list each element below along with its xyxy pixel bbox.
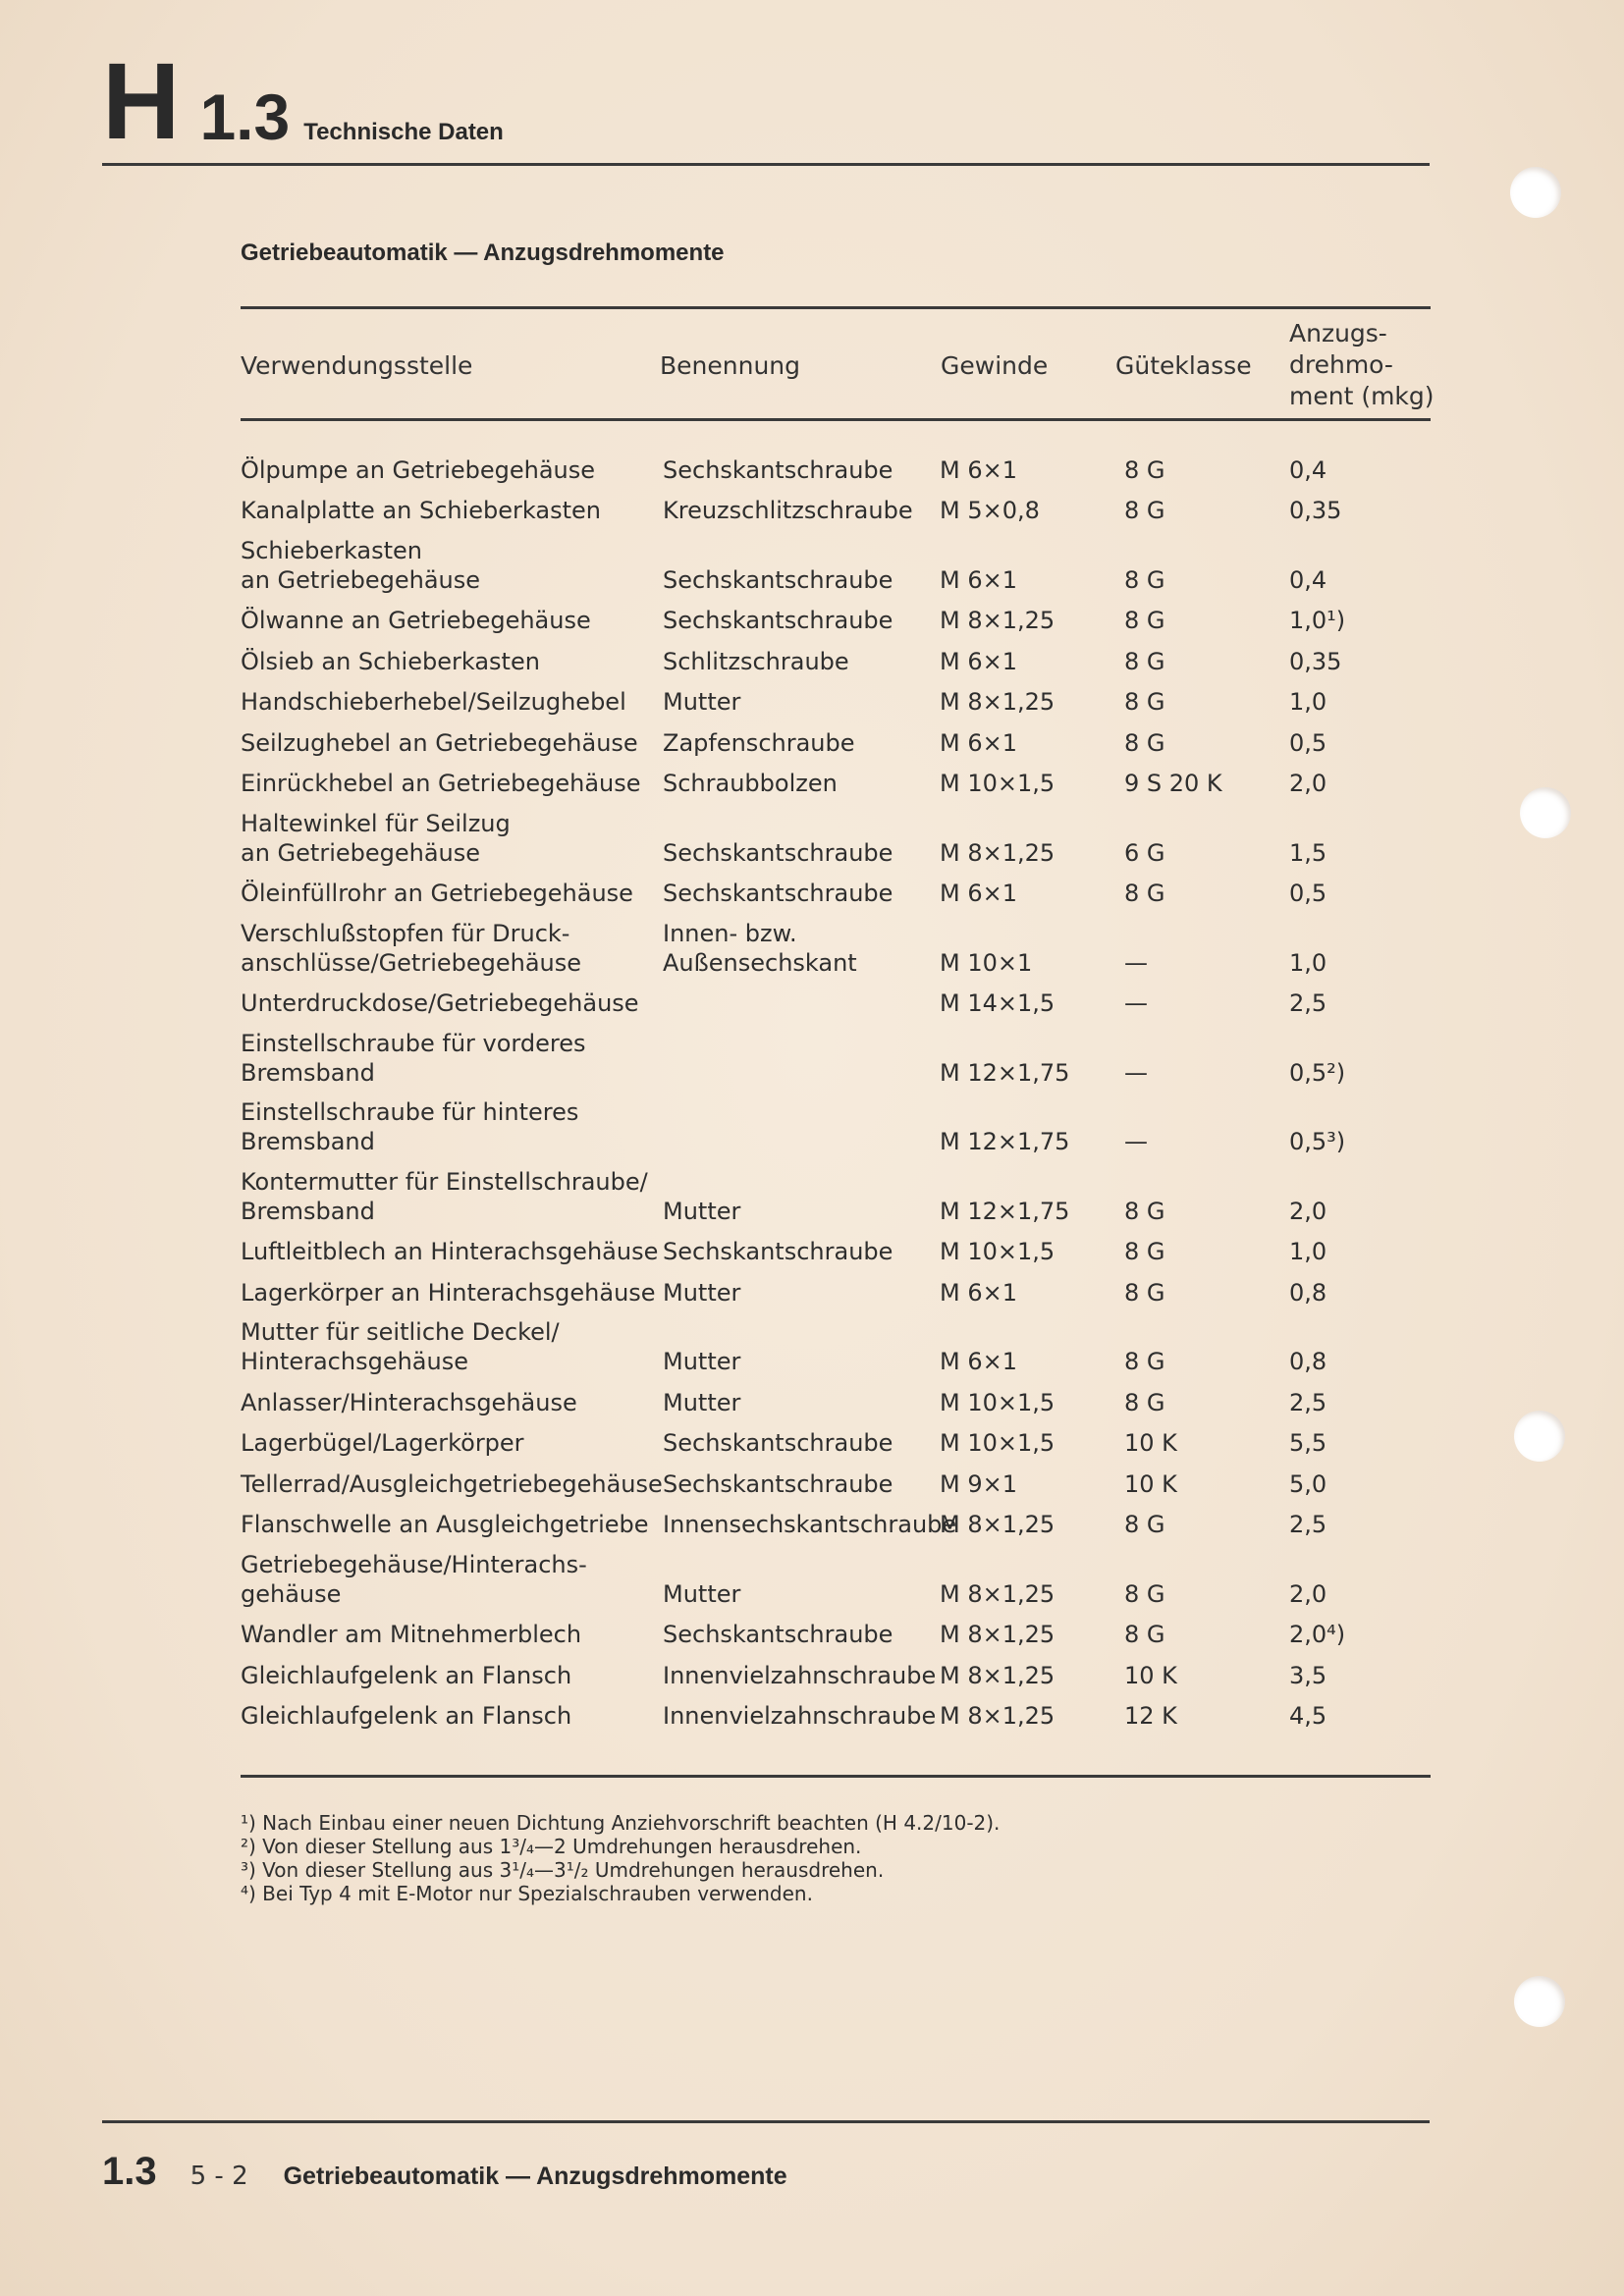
row-gewinde: M 8×1,25: [940, 607, 1056, 634]
footnotes: [241, 1811, 1000, 1905]
row-gewinde: M 6×1: [940, 728, 1017, 757]
row-anzugsdrehmoment: 1,0: [1289, 1238, 1327, 1265]
row-gewinde: M 12×1,75: [940, 1058, 1070, 1087]
row-benennung: Sechskantschraube: [663, 607, 893, 634]
row-verwendungsstelle: Einstellschraube für hinteres Bremsband: [241, 1098, 579, 1155]
row-anzugsdrehmoment: 0,4: [1289, 565, 1327, 594]
row-benennung: Sechskantschraube: [663, 455, 893, 484]
row-guteklasse: 8 G: [1124, 1238, 1165, 1265]
table-row: [241, 1458, 1429, 1499]
row-gewinde: M 8×1,25: [940, 1702, 1056, 1730]
row-anzugsdrehmoment: 5,0: [1289, 1469, 1327, 1498]
row-anzugsdrehmoment: 2,5: [1289, 1388, 1327, 1416]
header-title: Technische Daten: [303, 119, 504, 145]
table-bottom-rule: [241, 1775, 1431, 1778]
table-row: [241, 908, 1429, 978]
header-letter: H: [102, 41, 179, 162]
row-guteklasse: 8 G: [1124, 1511, 1165, 1538]
row-guteklasse: —: [1124, 1128, 1148, 1155]
footer-number: 1.3: [102, 2150, 157, 2193]
row-gewinde: M 6×1: [940, 647, 1017, 675]
row-gewinde: M 8×1,25: [940, 1579, 1056, 1608]
table-row: [241, 978, 1429, 1019]
table-row: [241, 485, 1429, 526]
row-gewinde: M 9×1: [940, 1469, 1017, 1498]
row-benennung: Sechskantschraube: [663, 1621, 893, 1648]
section-header: [102, 41, 504, 162]
row-verwendungsstelle: Öleinfüllrohr an Getriebegehäuse: [241, 880, 633, 907]
row-verwendungsstelle: Kontermutter für Einstellschraube/ Bremsband: [241, 1167, 648, 1225]
table-row: [241, 758, 1429, 799]
row-guteklasse: 8 G: [1124, 1579, 1165, 1608]
row-anzugsdrehmoment: 2,5: [1289, 989, 1327, 1017]
row-benennung: Sechskantschraube: [663, 838, 893, 867]
row-verwendungsstelle: Luftleitblech an Hinterachsgehäuse: [241, 1238, 659, 1265]
table-row: [241, 1539, 1429, 1609]
row-anzugsdrehmoment: 0,5: [1289, 728, 1327, 757]
column-header-anzugsdrehmoment: Anzugs- drehmo- ment (mkg): [1289, 319, 1435, 410]
row-benennung: Mutter: [663, 1197, 741, 1225]
page-footer: [102, 2150, 787, 2194]
row-guteklasse: 8 G: [1124, 1621, 1165, 1648]
row-gewinde: M 6×1: [940, 455, 1017, 484]
row-verwendungsstelle: Lagerkörper an Hinterachsgehäuse: [241, 1278, 656, 1307]
row-verwendungsstelle: Ölpumpe an Getriebegehäuse: [241, 455, 596, 484]
row-verwendungsstelle: Seilzughebel an Getriebegehäuse: [241, 728, 638, 757]
row-gewinde: M 8×1,25: [940, 1661, 1056, 1689]
column-header-verwendungsstelle: Verwendungsstelle: [241, 351, 473, 380]
row-verwendungsstelle: Wandler am Mitnehmerblech: [241, 1621, 582, 1648]
row-guteklasse: 8 G: [1124, 497, 1165, 524]
row-benennung: Innen- bzw. Außensechskant: [663, 919, 857, 977]
row-benennung: Mutter: [663, 1579, 741, 1608]
table-top-rule: [241, 306, 1431, 309]
row-verwendungsstelle: Handschieberhebel/Seilzughebel: [241, 688, 626, 716]
row-anzugsdrehmoment: 3,5: [1289, 1661, 1327, 1689]
row-guteklasse: 8 G: [1124, 647, 1165, 675]
table-row: [241, 444, 1429, 485]
row-gewinde: M 10×1: [940, 948, 1033, 977]
row-verwendungsstelle: Unterdruckdose/Getriebegehäuse: [241, 989, 639, 1017]
table-row: [241, 635, 1429, 676]
row-guteklasse: 8 G: [1124, 728, 1165, 757]
footnote: ²) Von dieser Stellung aus 1³/₄—2 Umdrehungen herausdrehen.: [241, 1835, 862, 1858]
row-verwendungsstelle: Flanschwelle an Ausgleichgetriebe: [241, 1511, 649, 1538]
table-row: [241, 1690, 1429, 1732]
row-verwendungsstelle: Getriebegehäuse/Hinterachs- gehäuse: [241, 1550, 587, 1608]
table-row: [241, 1156, 1429, 1226]
table-row: [241, 1266, 1429, 1308]
row-benennung: Mutter: [663, 1278, 741, 1307]
row-verwendungsstelle: Ölwanne an Getriebegehäuse: [241, 607, 591, 634]
row-guteklasse: 8 G: [1124, 565, 1165, 594]
row-gewinde: M 10×1,5: [940, 1238, 1056, 1265]
row-guteklasse: 12 K: [1124, 1702, 1177, 1730]
column-header-benennung: Benennung: [660, 351, 801, 380]
row-benennung: Zapfenschraube: [663, 728, 855, 757]
footer-title: Getriebeautomatik — Anzugsdrehmomente: [283, 2163, 787, 2190]
row-anzugsdrehmoment: 1,0: [1289, 948, 1327, 977]
row-verwendungsstelle: Gleichlaufgelenk an Flansch: [241, 1702, 572, 1730]
row-benennung: Innenvielzahnschraube: [663, 1661, 937, 1689]
row-guteklasse: —: [1124, 1058, 1148, 1087]
row-benennung: Schraubbolzen: [663, 770, 838, 797]
punch-hole: [1510, 167, 1561, 218]
table-row: [241, 1649, 1429, 1690]
row-anzugsdrehmoment: 1,0¹): [1289, 607, 1346, 634]
punch-hole: [1520, 787, 1571, 838]
row-anzugsdrehmoment: 0,5²): [1289, 1058, 1346, 1087]
row-guteklasse: 8 G: [1124, 455, 1165, 484]
row-verwendungsstelle: Haltewinkel für Seilzug an Getriebegehäuse: [241, 809, 511, 867]
footer-rule: [102, 2120, 1430, 2123]
row-anzugsdrehmoment: 0,5³): [1289, 1128, 1346, 1155]
row-verwendungsstelle: Tellerrad/Ausgleichgetriebegehäuse: [241, 1469, 663, 1498]
row-guteklasse: —: [1124, 948, 1148, 977]
table-row: [241, 1499, 1429, 1540]
row-anzugsdrehmoment: 0,8: [1289, 1278, 1327, 1307]
row-gewinde: M 12×1,75: [940, 1128, 1070, 1155]
row-gewinde: M 5×0,8: [940, 497, 1040, 524]
section-title: Getriebeautomatik — Anzugsdrehmomente: [241, 240, 725, 266]
row-verwendungsstelle: Einstellschraube für vorderes Bremsband: [241, 1029, 586, 1087]
row-gewinde: M 6×1: [940, 880, 1017, 907]
row-guteklasse: 10 K: [1124, 1429, 1177, 1457]
footer-page-number: 5 - 2: [189, 2162, 248, 2191]
table-row: [241, 525, 1429, 595]
table-row: [241, 1226, 1429, 1267]
row-anzugsdrehmoment: 5,5: [1289, 1429, 1327, 1457]
row-verwendungsstelle: Anlasser/Hinterachsgehäuse: [241, 1388, 577, 1416]
row-verwendungsstelle: Verschlußstopfen für Druck- anschlüsse/Getriebegehäuse: [241, 919, 582, 977]
row-benennung: Mutter: [663, 1348, 741, 1375]
row-guteklasse: 10 K: [1124, 1469, 1177, 1498]
table-row: [241, 868, 1429, 909]
footnote: ¹) Nach Einbau einer neuen Dichtung Anziehvorschrift beachten (H 4.2/10-2).: [241, 1811, 1001, 1835]
row-gewinde: M 10×1,5: [940, 770, 1056, 797]
row-gewinde: M 14×1,5: [940, 989, 1056, 1017]
row-anzugsdrehmoment: 0,35: [1289, 647, 1342, 675]
row-anzugsdrehmoment: 0,5: [1289, 880, 1327, 907]
table-row: [241, 1417, 1429, 1459]
row-benennung: Sechskantschraube: [663, 1238, 893, 1265]
row-benennung: Sechskantschraube: [663, 565, 893, 594]
row-benennung: Sechskantschraube: [663, 1429, 893, 1457]
row-anzugsdrehmoment: 4,5: [1289, 1702, 1327, 1730]
table-row: [241, 1308, 1429, 1377]
row-anzugsdrehmoment: 2,0⁴): [1289, 1621, 1346, 1648]
table-header-rule: [241, 418, 1431, 421]
row-gewinde: M 6×1: [940, 1348, 1017, 1375]
row-anzugsdrehmoment: 2,0: [1289, 1579, 1327, 1608]
row-benennung: Mutter: [663, 688, 741, 716]
punch-hole: [1514, 1411, 1565, 1462]
table-row: [241, 1018, 1429, 1088]
row-benennung: Kreuzschlitzschraube: [663, 497, 913, 524]
row-anzugsdrehmoment: 0,35: [1289, 497, 1342, 524]
row-gewinde: M 8×1,25: [940, 1621, 1056, 1648]
row-gewinde: M 6×1: [940, 1278, 1017, 1307]
row-benennung: Schlitzschraube: [663, 647, 849, 675]
row-gewinde: M 8×1,25: [940, 838, 1056, 867]
row-verwendungsstelle: Ölsieb an Schieberkasten: [241, 647, 540, 675]
row-anzugsdrehmoment: 2,5: [1289, 1511, 1327, 1538]
row-anzugsdrehmoment: 1,5: [1289, 838, 1327, 867]
row-verwendungsstelle: Mutter für seitliche Deckel/ Hinterachsgehäuse: [241, 1318, 560, 1375]
header-rule: [102, 163, 1430, 166]
row-anzugsdrehmoment: 0,4: [1289, 455, 1327, 484]
row-guteklasse: 8 G: [1124, 1197, 1165, 1225]
row-guteklasse: —: [1124, 989, 1148, 1017]
table-row: [241, 595, 1429, 636]
footnote: ³) Von dieser Stellung aus 3¹/₄—3¹/₂ Umdrehungen herausdrehen.: [241, 1858, 885, 1882]
row-guteklasse: 8 G: [1124, 1388, 1165, 1416]
row-guteklasse: 8 G: [1124, 880, 1165, 907]
row-guteklasse: 9 S 20 K: [1124, 770, 1222, 797]
punch-hole: [1514, 1976, 1565, 2027]
row-gewinde: M 10×1,5: [940, 1388, 1056, 1416]
row-gewinde: M 10×1,5: [940, 1429, 1056, 1457]
row-benennung: Sechskantschraube: [663, 1469, 893, 1498]
table-row: [241, 717, 1429, 758]
row-guteklasse: 8 G: [1124, 688, 1165, 716]
row-anzugsdrehmoment: 2,0: [1289, 770, 1327, 797]
row-benennung: Innensechskantschraube: [663, 1511, 957, 1538]
row-guteklasse: 8 G: [1124, 1348, 1165, 1375]
row-gewinde: M 8×1,25: [940, 1511, 1056, 1538]
row-anzugsdrehmoment: 1,0: [1289, 688, 1327, 716]
row-benennung: Mutter: [663, 1388, 741, 1416]
row-gewinde: M 12×1,75: [940, 1197, 1070, 1225]
table-row: [241, 798, 1429, 868]
footnote: ⁴) Bei Typ 4 mit E-Motor nur Spezialschrauben verwenden.: [241, 1882, 813, 1905]
header-number: 1.3: [199, 80, 291, 153]
table-row: [241, 676, 1429, 718]
row-verwendungsstelle: Einrückhebel an Getriebegehäuse: [241, 770, 641, 797]
column-header-gewinde: Gewinde: [941, 351, 1049, 380]
row-guteklasse: 10 K: [1124, 1661, 1177, 1689]
row-anzugsdrehmoment: 0,8: [1289, 1348, 1327, 1375]
row-verwendungsstelle: Lagerbügel/Lagerkörper: [241, 1429, 524, 1457]
row-verwendungsstelle: Kanalplatte an Schieberkasten: [241, 497, 601, 524]
row-verwendungsstelle: Gleichlaufgelenk an Flansch: [241, 1661, 572, 1689]
row-guteklasse: 8 G: [1124, 1278, 1165, 1307]
row-guteklasse: 8 G: [1124, 607, 1165, 634]
row-benennung: Sechskantschraube: [663, 880, 893, 907]
row-guteklasse: 6 G: [1124, 838, 1165, 867]
table-row: [241, 1376, 1429, 1417]
row-benennung: Innenvielzahnschraube: [663, 1702, 937, 1730]
row-verwendungsstelle: Schieberkasten an Getriebegehäuse: [241, 536, 481, 594]
table-row: [241, 1088, 1429, 1157]
row-gewinde: M 8×1,25: [940, 688, 1056, 716]
table-row: [241, 1609, 1429, 1650]
column-header-guteklasse: Güteklasse: [1115, 351, 1252, 380]
row-anzugsdrehmoment: 2,0: [1289, 1197, 1327, 1225]
row-gewinde: M 6×1: [940, 565, 1017, 594]
